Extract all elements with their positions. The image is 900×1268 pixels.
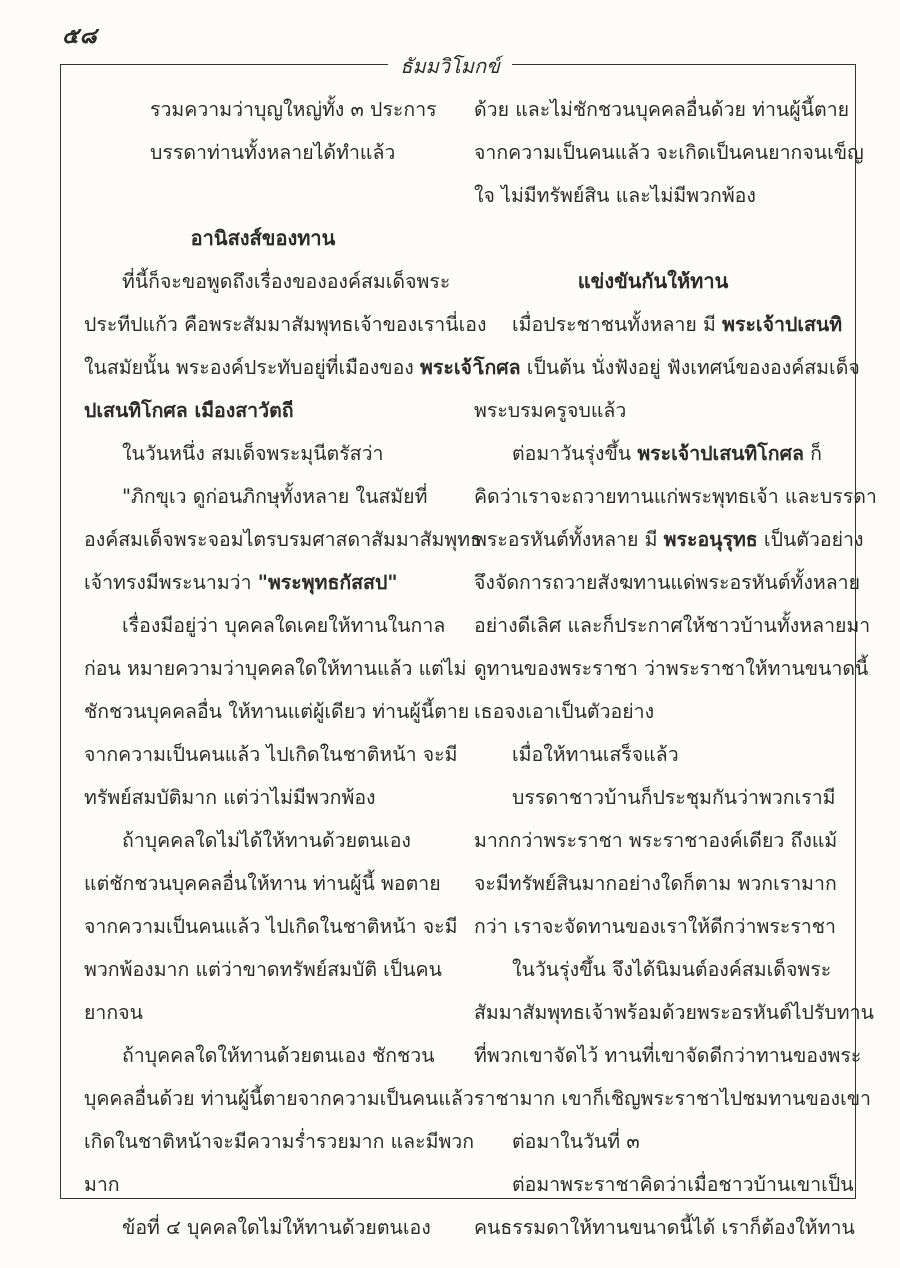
text-line: พระบรมครูจบแล้ว	[474, 399, 627, 422]
text-run: เจ้าทรงมีพระนามว่า	[84, 571, 258, 594]
text-line: คนธรรมดาให้ทานขนาดนี้ได้ เราก็ต้องให้ทาน	[474, 1216, 855, 1239]
text-line: ใจ ไม่มีทรัพย์สิน และไม่มีพวกพ้อง	[474, 184, 756, 207]
text-line: ชักชวนบุคคลอื่น ให้ทานแต่ผู้เดียว ท่านผู้นี้ตาย	[84, 700, 470, 723]
text-line: ทรัพย์สมบัติมาก แต่ว่าไม่มีพวกพ้อง	[84, 786, 376, 809]
text-line	[84, 561, 442, 604]
text-line: บรรดาท่านทั้งหลายได้ทำแล้ว	[150, 141, 396, 164]
text-line: ดูทานของพระราชา ว่าพระราชาให้ทานขนาดนี้	[474, 657, 869, 680]
text-run: เป็นต้น นั่งฟังอยู่ ฟังเทศน์ขององค์สมเด็จ	[520, 356, 860, 379]
text-line: เกิดในชาติหน้าจะมีความร่ำรวยมาก และมีพวก	[84, 1130, 475, 1153]
text-line: องค์สมเด็จพระจอมไตรบรมศาสดาสัมมาสัมพุทธ	[84, 528, 482, 551]
text-line: ต่อมาพระราชาคิดว่าเมื่อชาวบ้านเขาเป็น	[512, 1173, 854, 1196]
text-line: จากความเป็นคนแล้ว ไปเกิดในชาติหน้า จะมี	[84, 915, 458, 938]
text-line: สัมมาสัมพุทธเจ้าพร้อมด้วยพระอรหันต์ไปรับทาน	[474, 1001, 874, 1024]
bold-run: โกศล	[474, 356, 521, 379]
text-line: ที่พวกเขาจัดไว้ ทานที่เขาจัดดีกว่าทานของพระ	[474, 1044, 862, 1067]
text-line: ยากจน	[84, 1001, 143, 1024]
bold-run: ปเสนทิโกศล เมืองสาวัตถี	[84, 399, 294, 422]
text-line: แต่ชักชวนบุคคลอื่นให้ทาน ท่านผู้นี้ พอตาย	[84, 872, 441, 895]
text-line: ถ้าบุคคลใดให้ทานด้วยตนเอง ชักชวน	[122, 1044, 435, 1067]
text-line: เรื่องมีอยู่ว่า บุคคลใดเคยให้ทานในกาล	[122, 614, 446, 637]
text-line: รวมความว่าบุญใหญ่ทั้ง ๓ ประการ	[150, 98, 437, 121]
text-line: ราชามาก เขาก็เชิญพระราชาไปชมทานของเขา	[474, 1087, 872, 1110]
text-line-bold	[84, 389, 442, 432]
text-line: เมื่อให้ทานเสร็จแล้ว	[512, 743, 679, 766]
text-run: ก็	[803, 442, 822, 465]
bold-run: พระอนุรุทธ	[663, 528, 758, 551]
text-line: จึงจัดการถวายสังฆทานแด่พระอรหันต์ทั้งหลาย	[474, 571, 861, 594]
text-line: มาก	[84, 1173, 120, 1196]
text-line	[474, 432, 832, 475]
bold-run: พระเจ้าปเสนทิ	[722, 313, 843, 336]
text-line: เธอจงเอาเป็นตัวอย่าง	[474, 700, 655, 723]
text-line: ที่นี้ก็จะขอพูดถึงเรื่องขององค์สมเด็จพระ	[122, 270, 451, 293]
text-line	[474, 303, 843, 346]
text-line: บุคคลอื่นด้วย ท่านผู้นี้ตายจากความเป็นคนแล้ว	[84, 1087, 474, 1110]
text-run: ในสมัยนั้น พระองค์ประทับอยู่ที่เมืองของ	[84, 356, 421, 379]
text-line: ในวันรุ่งขึ้น จึงได้นิมนต์องค์สมเด็จพระ	[512, 958, 832, 981]
text-line: จะมีทรัพย์สินมากอย่างใดก็ตาม พวกเรามาก	[474, 872, 837, 895]
text-line: ข้อที่ ๔ บุคคลใดไม่ให้ทานด้วยตนเอง	[122, 1216, 431, 1239]
text-run: เมื่อประชาชนทั้งหลาย มี	[512, 313, 723, 336]
running-title-text: ธัมมวิโมกข์	[388, 54, 512, 78]
text-line: จากความเป็นคนแล้ว จะเกิดเป็นคนยากจนเข็ญ	[474, 141, 864, 164]
text-line: ในวันหนึ่ง สมเด็จพระมุนีตรัสว่า	[122, 442, 384, 465]
spacer	[84, 174, 442, 217]
text-line: อย่างดีเลิศ และก็ประกาศให้ชาวบ้านทั้งหลายมา	[474, 614, 871, 637]
text-line: พวกพ้องมาก แต่ว่าขาดทรัพย์สมบัติ เป็นคน	[84, 958, 442, 981]
text-line: มากกว่าพระราชา พระราชาองค์เดียว ถึงแม้	[474, 829, 838, 852]
bold-run: พระเจ้าปเสนทิโกศล	[637, 442, 804, 465]
text-run: เป็นตัวอย่าง	[757, 528, 864, 551]
left-column	[84, 88, 487, 1249]
text-line: ถ้าบุคคลใดไม่ได้ให้ทานด้วยตนเอง	[122, 829, 411, 852]
text-line	[474, 346, 860, 389]
text-line: ด้วย และไม่ชักชวนบุคคลอื่นด้วย ท่านผู้นี้ตาย	[474, 98, 850, 121]
page-number: ๕๘	[62, 23, 98, 49]
text-run: ต่อมาวันรุ่งขึ้น	[512, 442, 638, 465]
text-line: ต่อมาในวันที่ ๓	[512, 1130, 640, 1153]
text-line: บรรดาชาวบ้านก็ประชุมกันว่าพวกเรามี	[512, 786, 836, 809]
right-column	[474, 88, 877, 1249]
text-line: ประทีปแก้ว คือพระสัมมาสัมพุทธเจ้าของเรานี่เอง	[84, 313, 487, 336]
text-line: จากความเป็นคนแล้ว ไปเกิดในชาติหน้า จะมี	[84, 743, 458, 766]
section-heading: อานิสงส์ของทาน	[190, 226, 336, 250]
bold-run: พระเจ้า	[420, 356, 483, 379]
text-line: คิดว่าเราจะถวายทานแก่พระพุทธเจ้า และบรรดา	[474, 485, 877, 508]
spacer	[474, 217, 832, 260]
text-line: "ภิกขุเว ดูก่อนภิกษุทั้งหลาย ในสมัยที่	[122, 485, 428, 508]
text-line	[84, 346, 483, 389]
text-run: พระอรหันต์ทั้งหลาย มี	[474, 528, 664, 551]
running-title	[0, 50, 900, 82]
text-line	[474, 518, 864, 561]
text-line: กว่า เราจะจัดทานของเราให้ดีกว่าพระราชา	[474, 915, 836, 938]
bold-run: "พระพุทธกัสสป"	[257, 571, 398, 594]
text-line: ก่อน หมายความว่าบุคคลใดให้ทานแล้ว แต่ไม่	[84, 657, 467, 680]
section-heading: แข่งขันกันให้ทาน	[577, 269, 729, 293]
